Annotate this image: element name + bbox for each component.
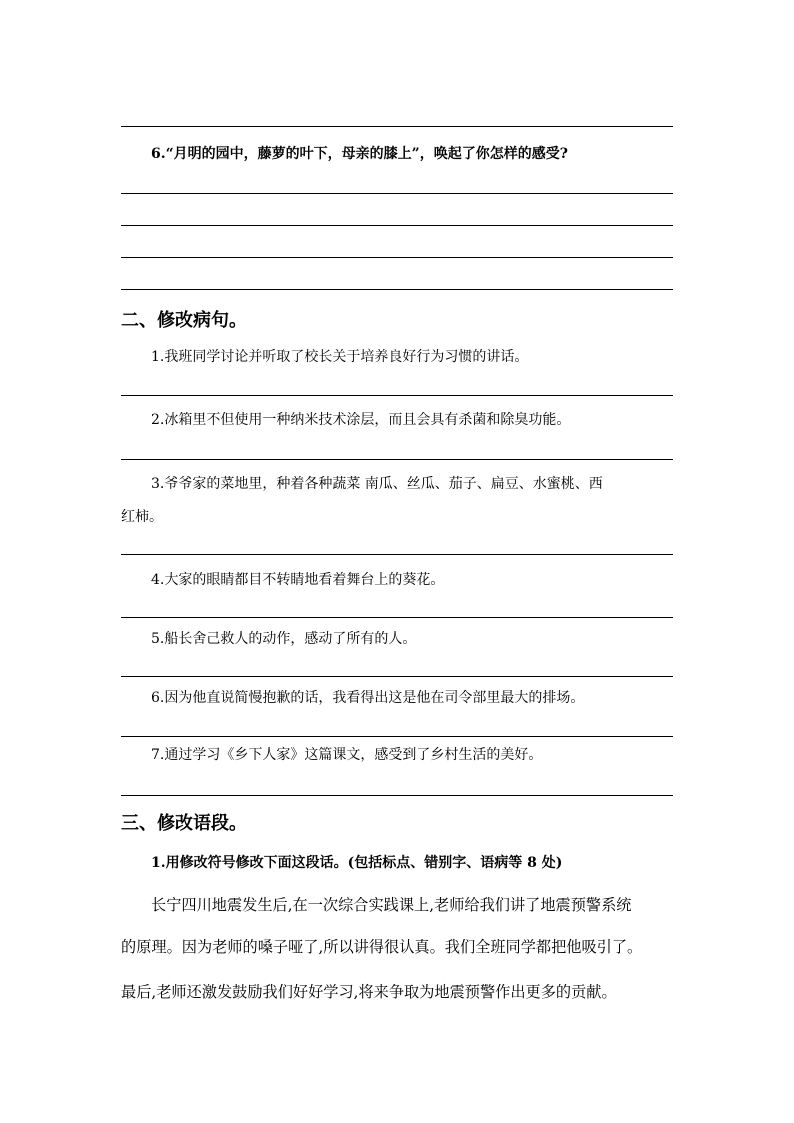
section-3-heading: 三、修改语段。	[121, 813, 247, 834]
question-6: 6.“月明的园中，藤萝的叶下，母亲的膝上”，唤起了你怎样的感受?	[151, 146, 568, 162]
answer-line	[121, 459, 673, 460]
answer-line	[121, 676, 673, 677]
answer-line	[121, 225, 673, 226]
answer-line	[121, 289, 673, 290]
passage-line-2: 的原理。因为老师的嗓子哑了,所以讲得很认真。我们全班同学都把他吸引了。	[121, 938, 643, 956]
answer-line	[121, 617, 673, 618]
answer-line	[121, 554, 673, 555]
answer-line	[121, 126, 673, 127]
sentence-item-1: 1.我班同学讨论并听取了校长关于培养良好行为习惯的讲话。	[151, 349, 529, 365]
sentence-item-3-cont: 红柿。	[121, 509, 163, 525]
sentence-item-6: 6.因为他直说简慢抱歉的话，我看得出这是他在司令部里最大的排场。	[151, 690, 585, 706]
passage-line-1: 长宁四川地震发生后,在一次综合实践课上,老师给我们讲了地震预警系统	[151, 896, 632, 914]
answer-line	[121, 257, 673, 258]
passage-line-3: 最后,老师还激发鼓励我们好好学习,将来争取为地震预警作出更多的贡献。	[121, 983, 617, 1001]
sentence-item-3: 3.爷爷家的菜地里，种着各种蔬菜 南瓜、丝瓜、茄子、扁豆、水蜜桃、西	[151, 476, 603, 492]
section-3-instruction: 1.用修改符号修改下面这段话。(包括标点、错别字、语病等 8 处)	[151, 855, 563, 871]
section-2-heading: 二、修改病句。	[121, 310, 247, 331]
sentence-item-4: 4.大家的眼睛都目不转睛地看着舞台上的葵花。	[151, 572, 445, 588]
answer-line	[121, 193, 673, 194]
answer-line	[121, 736, 673, 737]
sentence-item-7: 7.通过学习《乡下人家》这篇课文，感受到了乡村生活的美好。	[151, 747, 543, 763]
sentence-item-2: 2.冰箱里不但使用一种纳米技术涂层，而且会具有杀菌和除臭功能。	[151, 412, 571, 428]
answer-line	[121, 795, 673, 796]
sentence-item-5: 5.船长舍己救人的动作，感动了所有的人。	[151, 631, 417, 647]
answer-line	[121, 395, 673, 396]
